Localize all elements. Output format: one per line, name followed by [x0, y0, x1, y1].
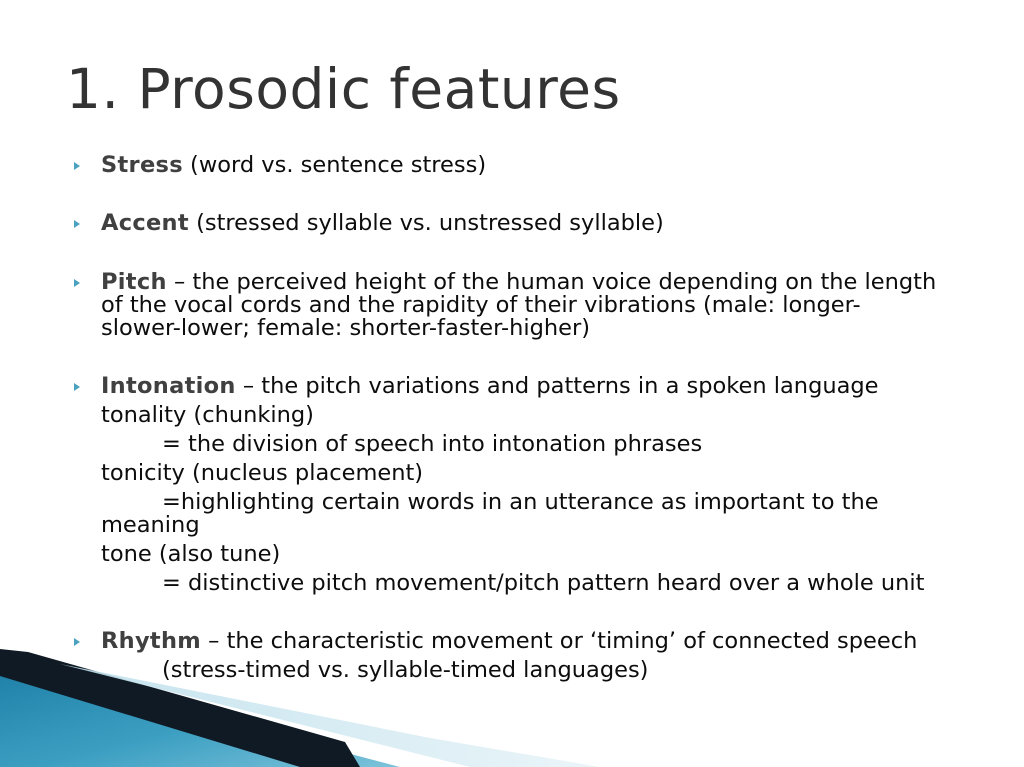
bullet-rhythm	[101, 628, 917, 654]
pitch-description-line-3: slower-lower; female: shorter-faster-higher)	[101, 315, 591, 341]
intonation-tonality: tonality (chunking)	[101, 402, 314, 428]
term-intonation: Intonation	[101, 373, 236, 399]
term-stress: Stress	[101, 152, 183, 178]
pitch-description-line-1: – the perceived height of the human voice depending on the length	[166, 269, 937, 295]
intonation-tonality-definition: = the division of speech into intonation phrases	[162, 431, 703, 457]
bullet-accent	[101, 210, 664, 236]
intonation-tonicity: tonicity (nucleus placement)	[101, 460, 424, 486]
accent-description: (stressed syllable vs. unstressed syllable)	[188, 210, 664, 236]
slide-title: 1. Prosodic features	[66, 57, 621, 121]
bullet-intonation	[101, 373, 879, 399]
bullet-arrow-icon	[74, 383, 80, 391]
term-rhythm: Rhythm	[101, 628, 202, 654]
stress-description: (word vs. sentence stress)	[182, 152, 487, 178]
term-pitch: Pitch	[101, 269, 167, 295]
intonation-tone-definition: = distinctive pitch movement/pitch pattern heard over a whole unit	[162, 570, 925, 596]
term-accent: Accent	[101, 210, 189, 236]
bullet-arrow-icon	[74, 220, 80, 228]
intonation-description: – the pitch variations and patterns in a spoken language	[235, 373, 879, 399]
intonation-tone: tone (also tune)	[101, 541, 281, 567]
bullet-arrow-icon	[74, 279, 80, 287]
intonation-tonicity-definition: =highlighting certain words in an utterance as important to the	[162, 489, 879, 515]
pitch-description-line-2: of the vocal cords and the rapidity of their vibrations (male: longer-	[101, 292, 861, 318]
intonation-tonicity-definition-cont: meaning	[101, 512, 200, 538]
bullet-arrow-icon	[74, 638, 80, 646]
bullet-arrow-icon	[74, 162, 80, 170]
rhythm-description: – the characteristic movement or ‘timing’ of connected speech	[201, 628, 918, 654]
bullet-stress	[101, 152, 486, 178]
rhythm-description-line-2: (stress-timed vs. syllable-timed languages)	[162, 657, 649, 683]
